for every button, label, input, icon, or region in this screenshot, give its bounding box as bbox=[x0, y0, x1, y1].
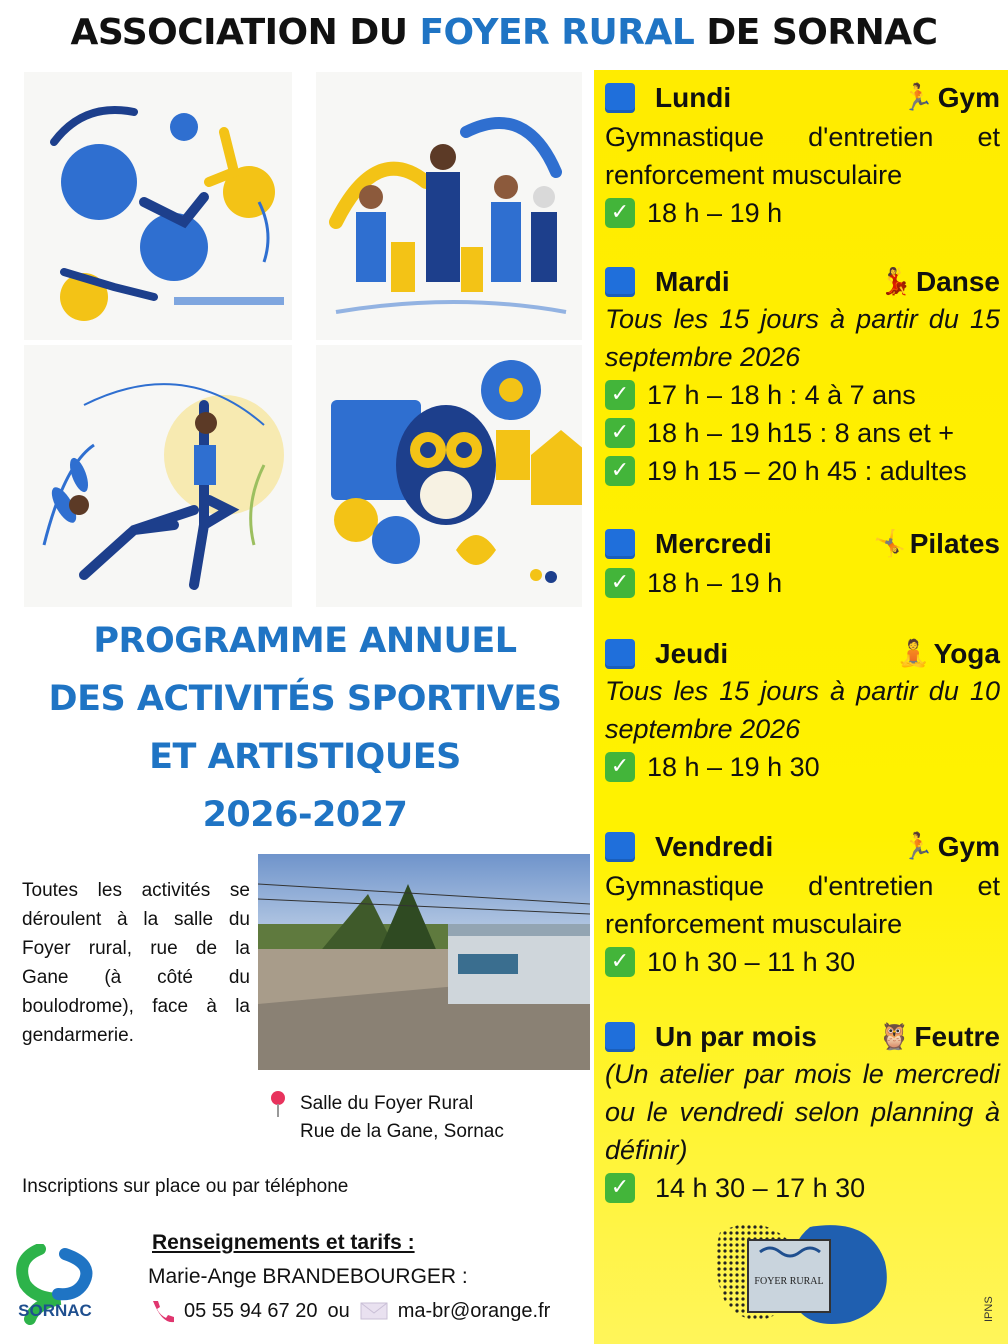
schedule-day-jeudi bbox=[605, 636, 1000, 786]
activity-name: Feutre bbox=[914, 1021, 1000, 1052]
time-slot: 17 h – 18 h : 4 à 7 ans bbox=[647, 380, 916, 410]
activity-name: Yoga bbox=[933, 638, 1000, 669]
fitness-illustration bbox=[24, 72, 292, 340]
day-name: Un par mois bbox=[655, 1021, 817, 1052]
programme-line-2: DES ACTIVITÉS SPORTIVES bbox=[48, 679, 562, 719]
day-name: Mercredi bbox=[655, 528, 772, 559]
check-icon: ✓ bbox=[605, 1173, 635, 1203]
contact-name: Marie-Ange BRANDEBOURGER : bbox=[148, 1265, 468, 1288]
blue-square-icon bbox=[605, 267, 635, 297]
yoga-icon: 🧘 bbox=[897, 639, 930, 669]
schedule-day-mardi bbox=[605, 264, 1000, 490]
schedule-day-lundi bbox=[605, 80, 1000, 232]
title-part-1: ASSOCIATION DU bbox=[70, 12, 420, 53]
time-slot: 18 h – 19 h bbox=[647, 198, 783, 228]
email-icon bbox=[360, 1301, 388, 1321]
activity-description: Gymnastique d'entretien et renforcement musculaire bbox=[605, 871, 1000, 939]
activity-description: Gymnastique d'entretien et renforcement musculaire bbox=[605, 122, 1000, 190]
time-slot: 14 h 30 – 17 h 30 bbox=[655, 1173, 866, 1203]
day-name: Mardi bbox=[655, 266, 730, 297]
blue-square-icon bbox=[605, 1022, 635, 1052]
page-title bbox=[0, 12, 1008, 53]
phone-icon bbox=[148, 1298, 174, 1324]
cartwheel-icon: 🤸 bbox=[873, 529, 906, 559]
activity-description: (Un atelier par mois le mercredi ou le vendredi selon planning à définir) bbox=[605, 1059, 1000, 1165]
address-block bbox=[268, 1090, 504, 1146]
time-slot: 18 h – 19 h15 : 8 ans et + bbox=[647, 418, 954, 448]
day-name: Lundi bbox=[655, 82, 732, 113]
programme-line-1: PROGRAMME ANNUEL bbox=[93, 621, 517, 661]
schedule-day-vendredi bbox=[605, 829, 1000, 981]
time-slot: 19 h 15 – 20 h 45 : adultes bbox=[647, 456, 967, 486]
activity-description: Tous les 15 jours à partir du 10 septembre 2026 bbox=[605, 676, 1000, 744]
programme-year: 2026-2027 bbox=[202, 795, 408, 835]
title-part-2: DE SORNAC bbox=[694, 12, 938, 53]
blue-square-icon bbox=[605, 639, 635, 669]
time-slot: 10 h 30 – 11 h 30 bbox=[647, 947, 856, 977]
activity-description: Tous les 15 jours à partir du 15 septembre 2026 bbox=[605, 304, 1000, 372]
phone-number[interactable]: 05 55 94 67 20 bbox=[184, 1300, 318, 1322]
address-line-2: Rue de la Gane, Sornac bbox=[300, 1121, 504, 1142]
foyer-rural-logo bbox=[710, 1212, 900, 1337]
activity-name: Gym bbox=[937, 831, 1000, 862]
runner-icon: 🏃 bbox=[901, 832, 934, 862]
check-icon: ✓ bbox=[605, 198, 635, 228]
programme-line-3: ET ARTISTIQUES bbox=[149, 737, 461, 777]
check-icon: ✓ bbox=[605, 752, 635, 782]
map-pin-icon bbox=[268, 1090, 288, 1118]
programme-heading bbox=[20, 612, 590, 844]
runner-icon: 🏃 bbox=[901, 83, 934, 113]
check-icon: ✓ bbox=[605, 568, 635, 598]
activity-name: Pilates bbox=[909, 528, 1000, 559]
crafts-illustration bbox=[316, 345, 582, 607]
activity-name: Gym bbox=[937, 82, 1000, 113]
time-slot: 18 h – 19 h bbox=[647, 568, 783, 598]
schedule-day-mercredi bbox=[605, 526, 1000, 602]
address-line-1: Salle du Foyer Rural bbox=[300, 1093, 474, 1114]
check-icon: ✓ bbox=[605, 418, 635, 448]
location-description: Toutes les activités se déroulent à la salle du Foyer rural, rue de la Gane (à côté du boulodrome), face à la gendarmerie. bbox=[22, 880, 250, 1046]
check-icon: ✓ bbox=[605, 947, 635, 977]
blue-square-icon bbox=[605, 83, 635, 113]
dance-illustration bbox=[316, 72, 582, 340]
contact-or: ou bbox=[327, 1300, 350, 1322]
check-icon: ✓ bbox=[605, 380, 635, 410]
schedule-monthly bbox=[605, 1019, 1000, 1207]
check-icon: ✓ bbox=[605, 456, 635, 486]
day-name: Vendredi bbox=[655, 831, 774, 862]
day-name: Jeudi bbox=[655, 638, 729, 669]
email-address[interactable]: ma-br@orange.fr bbox=[397, 1300, 551, 1322]
foyer-logo-text: FOYER RURAL bbox=[754, 1276, 824, 1287]
yoga-illustration bbox=[24, 345, 292, 607]
contact-block bbox=[148, 1226, 550, 1328]
sornac-logo-text: SORNAC bbox=[18, 1301, 92, 1320]
venue-photo bbox=[258, 854, 590, 1070]
blue-square-icon bbox=[605, 529, 635, 559]
sornac-logo bbox=[10, 1244, 100, 1334]
owl-icon: 🦉 bbox=[878, 1022, 911, 1052]
registration-note: Inscriptions sur place ou par téléphone bbox=[22, 1176, 349, 1197]
blue-square-icon bbox=[605, 832, 635, 862]
ipns-mark: IPNS bbox=[983, 1296, 995, 1322]
title-highlight: FOYER RURAL bbox=[419, 12, 695, 53]
time-slot: 18 h – 19 h 30 bbox=[647, 752, 820, 782]
activity-name: Danse bbox=[915, 266, 1000, 297]
dancer-icon: 💃 bbox=[879, 267, 913, 297]
contact-heading: Renseignements et tarifs : bbox=[152, 1231, 415, 1254]
